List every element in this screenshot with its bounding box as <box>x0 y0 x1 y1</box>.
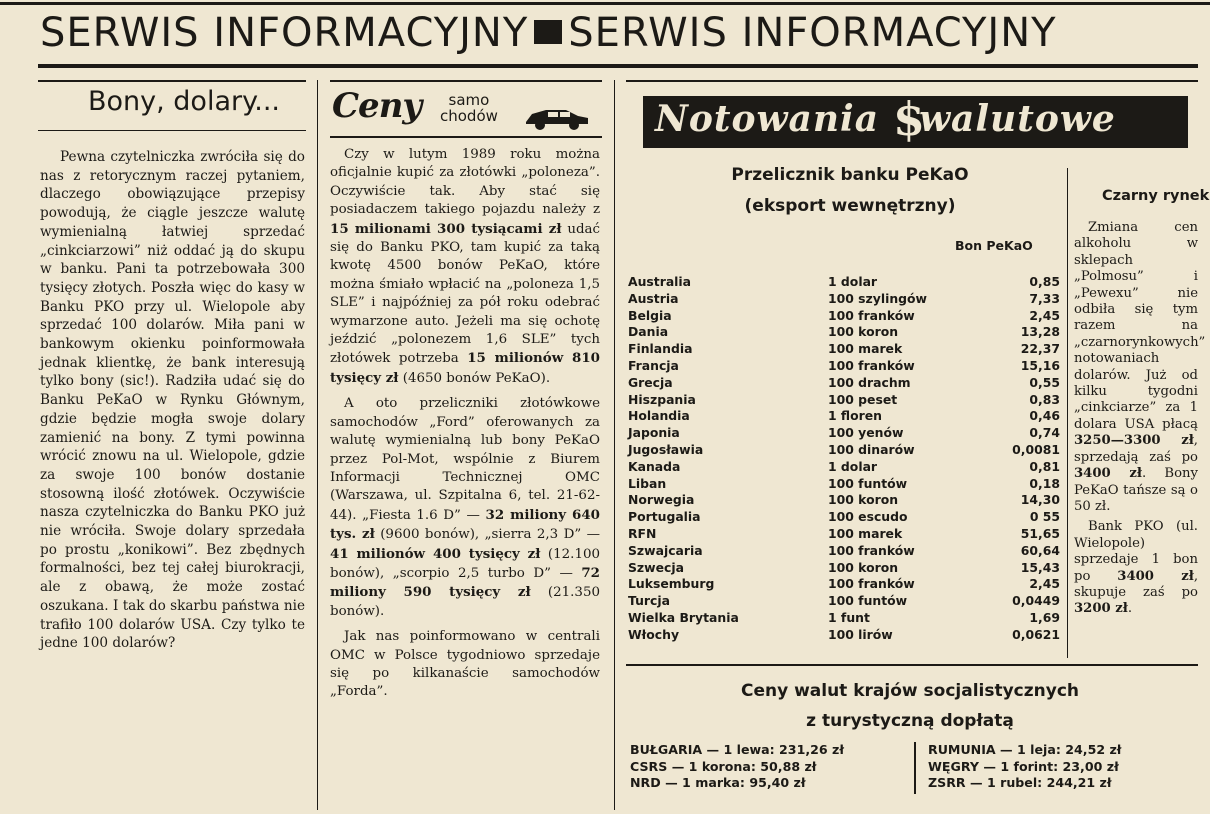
unit-cell: 100 escudo <box>828 509 908 525</box>
czarny-rynek-title: Czarny rynek <box>1102 188 1210 204</box>
country-cell: Szwajcaria <box>628 542 703 558</box>
value-cell: 0 55 <box>1029 509 1060 525</box>
article-paragraph-1: Czy w lutym 1989 roku można oficjalnie kupić za złotówki „poloneza”. Oczywiście tak. Aby stać się posiadaczem takiego pojazdu należy z 15 milionami 300 tysiącami zł udać się do Banku PKO, tam kupić za taką kwotę 4500 bonów PeKaO, które można śmiało wpłacić na „poloneza 1,5 SLE” i najpóźniej za pół roku odebrać wymarzone auto. Jeżeli ma się ochotę jeździć „polonezem 1,6 SLE” tych złotówek potrzeba 15 milionów 810 tysięcy zł (4650 bonów PeKaO). <box>330 147 601 386</box>
unit-cell: 100 drachm <box>828 374 911 390</box>
unit-cell: 100 marek <box>828 525 903 541</box>
country-cell: Wielka Brytania <box>628 609 739 625</box>
country-cell: Hiszpania <box>628 391 696 407</box>
socialist-divider <box>914 742 916 794</box>
unit-cell: 100 franków <box>828 542 915 558</box>
socialist-currencies-right <box>928 742 1121 792</box>
car-icon <box>522 102 592 130</box>
value-cell: 0,55 <box>1029 374 1060 390</box>
table-row <box>628 291 1060 308</box>
unit-cell: 100 funtów <box>828 475 908 491</box>
list-item: NRD — 1 marka: 95,40 zł <box>630 775 806 790</box>
unit-cell: 100 koron <box>828 559 899 575</box>
country-cell: Kanada <box>628 458 681 474</box>
value-cell: 51,65 <box>1020 525 1060 541</box>
table-row <box>628 341 1060 358</box>
unit-cell: 100 koron <box>828 324 899 340</box>
top-rule <box>0 2 1210 5</box>
col2-head-rule <box>330 136 602 138</box>
value-cell: 0,81 <box>1029 458 1060 474</box>
country-cell: Szwecja <box>628 559 684 575</box>
table-row <box>628 560 1060 577</box>
table-row <box>628 308 1060 325</box>
list-item: CSRS — 1 korona: 50,88 zł <box>630 758 817 774</box>
czarny-rynek-paragraph-1: Zmiana cen alkoholu w sklepach „Polmosu” i „Pewexu” nie odbiła się tym razem na „czarnorynkowych” notowaniach dolarów. Już od kilku tygodni „cinkciarze” za 1 dolara USA płacą 3250—3300 zł, sprzedają zaś po 3400 zł. Bony PeKaO tańsze są o 50 zł. <box>1074 220 1206 514</box>
country-cell: Dania <box>628 324 669 340</box>
header-script-ceny: Ceny <box>332 86 422 126</box>
divider-col1-col2 <box>317 80 318 810</box>
country-cell: Belgia <box>628 307 672 323</box>
czarny-rynek-body <box>1074 220 1206 618</box>
dollar-sign-icon: $ <box>893 92 926 146</box>
pekao-column-header: Bon PeKaO <box>955 238 1033 253</box>
ceny-samochodow-header <box>330 88 600 136</box>
table-row <box>628 392 1060 409</box>
socialist-currencies-left <box>630 742 844 792</box>
masthead-banner <box>40 8 1190 58</box>
table-row <box>628 526 1060 543</box>
country-cell: Norwegia <box>628 492 695 508</box>
country-cell: Portugalia <box>628 509 701 525</box>
table-row <box>628 442 1060 459</box>
unit-cell: 100 yenów <box>828 425 904 441</box>
unit-cell: 100 marek <box>828 341 903 357</box>
notowania-text: Notowania walutowe <box>655 98 1116 140</box>
value-cell: 15,43 <box>1020 559 1060 575</box>
banner-title-left: SERWIS INFORMACYJNY <box>40 10 529 56</box>
unit-cell: 100 szylingów <box>828 290 927 306</box>
col1-top-rule <box>38 80 306 82</box>
country-cell: Australia <box>628 274 692 289</box>
unit-cell: 100 franków <box>828 307 915 323</box>
value-cell: 1,69 <box>1029 609 1060 625</box>
unit-cell: 100 dinarów <box>828 441 915 457</box>
list-item: BUŁGARIA — 1 lewa: 231,26 zł <box>630 742 845 757</box>
value-cell: 22,37 <box>1020 341 1060 357</box>
country-cell: Japonia <box>628 425 680 441</box>
country-cell: Finlandia <box>628 341 693 357</box>
list-item: ZSRR — 1 rubel: 244,21 zł <box>928 775 1112 790</box>
table-row <box>628 375 1060 392</box>
unit-cell: 1 dolar <box>828 274 878 289</box>
socialist-currencies-title: Ceny walut krajów socjalistycznych z turystyczną dopłatą <box>740 681 1080 731</box>
country-cell: Jugosławia <box>628 441 704 457</box>
article-paragraph-3: Jak nas poinformowano w centrali OMC w Polsce tygodniowo sprzedaje się po kilkanaście samochodów „Forda”. <box>330 629 600 700</box>
value-cell: 0,0621 <box>1012 626 1060 642</box>
value-cell: 0,46 <box>1029 408 1060 424</box>
value-cell: 0,0081 <box>1012 441 1060 457</box>
unit-cell: 100 lirów <box>828 626 893 642</box>
table-row <box>628 459 1060 476</box>
table-row <box>628 476 1060 493</box>
table-row <box>628 324 1060 341</box>
col1-title-rule <box>38 130 306 131</box>
country-cell: Holandia <box>628 408 690 424</box>
value-cell: 0,83 <box>1029 391 1060 407</box>
unit-cell: 100 peset <box>828 391 898 407</box>
pekao-czarny-divider <box>1067 168 1068 658</box>
article-body-ceny-samochodow <box>330 146 600 709</box>
col2-top-rule <box>330 80 602 82</box>
country-cell: Grecja <box>628 374 673 390</box>
country-cell: Włochy <box>628 626 680 642</box>
unit-cell: 100 franków <box>828 576 915 592</box>
value-cell: 0,18 <box>1029 475 1060 491</box>
value-cell: 0,74 <box>1029 425 1060 441</box>
table-row <box>628 358 1060 375</box>
article-paragraph: Pewna czytelniczka zwróciła się do nas z retorycznym raczej pytaniem, dlaczego obowiązujące przepisy powodują, że ciągle jeszcze walutę wymienialną łatwiej sprzedać „cinkciarzowi” niż oddać ją do skupu w banku. Pani ta potrzebowała 300 tysięcy złotych. Poszła więc do kasy w Banku PKO przy ul. Wielopole aby sprzedać 100 dolarów. Miła pani w bankowym okienku poinformowała jednak klientkę, że bank interesują tylko bony (sic!). Radziła udać się do Banku PeKaO w Rynku Głównym, gdzie będzie mogła swoje dolary zamienić na bony. Z tymi powinna wrócić znowu na ul. Wielopole, gdzie za swoje 100 bonów dostanie stosowną ilość złotówek. Oczywiście nasza czytelniczka do Banku PKO już nie wróciła. Swoje dolary sprzedała po prostu „konikowi”. Bez zbędnych formalności, bez tej całej biurokracji, ale z obawą, że może zostać oszukana. I tak do skarbu państwa nie trafiło 100 dolarów USA. Czy tylko te jedne 100 dolarów? <box>40 149 305 652</box>
banner-bottom-rule <box>38 64 1198 68</box>
value-cell: 14,30 <box>1020 492 1060 508</box>
country-cell: RFN <box>628 525 657 541</box>
value-cell: 0,0449 <box>1012 593 1060 609</box>
value-cell: 2,45 <box>1029 576 1060 592</box>
table-row <box>628 543 1060 560</box>
table-row <box>628 509 1060 526</box>
country-cell: Francja <box>628 357 679 373</box>
table-row <box>628 408 1060 425</box>
unit-cell: 1 funt <box>828 609 870 625</box>
col3-top-rule <box>626 80 1198 82</box>
czarny-rynek-paragraph-2: Bank PKO (ul. Wielopole) sprzedaje 1 bon po 3400 zł, skupuje zaś po 3200 zł. <box>1074 519 1199 617</box>
value-cell: 15,16 <box>1020 357 1060 373</box>
value-cell: 13,28 <box>1020 324 1060 340</box>
value-cell: 2,45 <box>1029 307 1060 323</box>
country-cell: Luksemburg <box>628 576 715 592</box>
list-item: WĘGRY — 1 forint: 23,00 zł <box>928 758 1119 774</box>
divider-col2-col3 <box>614 80 615 810</box>
table-row <box>628 492 1060 509</box>
article-paragraph-2: A oto przeliczniki złotówkowe samochodów „Ford” oferowanych za walutę wymienialną lub bony PeKaO przez Pol-Mot, wspólnie z Biurem Informacji Technicznej OMC (Warszawa, ul. Szpitalna 6, tel. 21-62-44). „Fiesta 1.6 D” — 32 miliony 640 tys. zł (9600 bonów), „sierra 2,3 D” — 41 milionów 400 tysięcy zł (12.100 bonów), „scorpio 2,5 turbo D” — 72 miliony 590 tysięcy zł (21.350 bonów). <box>330 396 601 619</box>
table-row <box>628 425 1060 442</box>
header-small-text: samo chodów <box>440 91 498 125</box>
value-cell: 0,85 <box>1029 274 1060 289</box>
unit-cell: 100 franków <box>828 357 915 373</box>
banner-separator-square <box>534 20 562 44</box>
pekao-rates-table <box>628 274 1060 644</box>
banner-title-right: SERWIS INFORMACYJNY <box>568 10 1057 56</box>
pekao-title: Przelicznik banku PeKaO (eksport wewnętrzny) <box>731 165 969 216</box>
country-cell: Turcja <box>628 593 670 609</box>
socialist-top-rule <box>626 664 1198 666</box>
unit-cell: 100 funtów <box>828 593 908 609</box>
table-row <box>628 576 1060 593</box>
table-row <box>628 593 1060 610</box>
country-cell: Liban <box>628 475 667 491</box>
table-row <box>628 610 1060 627</box>
country-cell: Austria <box>628 290 679 306</box>
value-cell: 7,33 <box>1029 290 1060 306</box>
table-row <box>628 274 1060 291</box>
list-item: RUMUNIA — 1 leja: 24,52 zł <box>928 742 1122 757</box>
article-body-bony-dolary <box>40 148 305 653</box>
notowania-walutowe-banner <box>643 92 1188 148</box>
table-row <box>628 627 1060 644</box>
unit-cell: 1 floren <box>828 408 882 424</box>
unit-cell: 1 dolar <box>828 458 878 474</box>
article-title-bony-dolary: Bony, dolary... <box>88 86 280 117</box>
value-cell: 60,64 <box>1020 542 1060 558</box>
unit-cell: 100 koron <box>828 492 899 508</box>
